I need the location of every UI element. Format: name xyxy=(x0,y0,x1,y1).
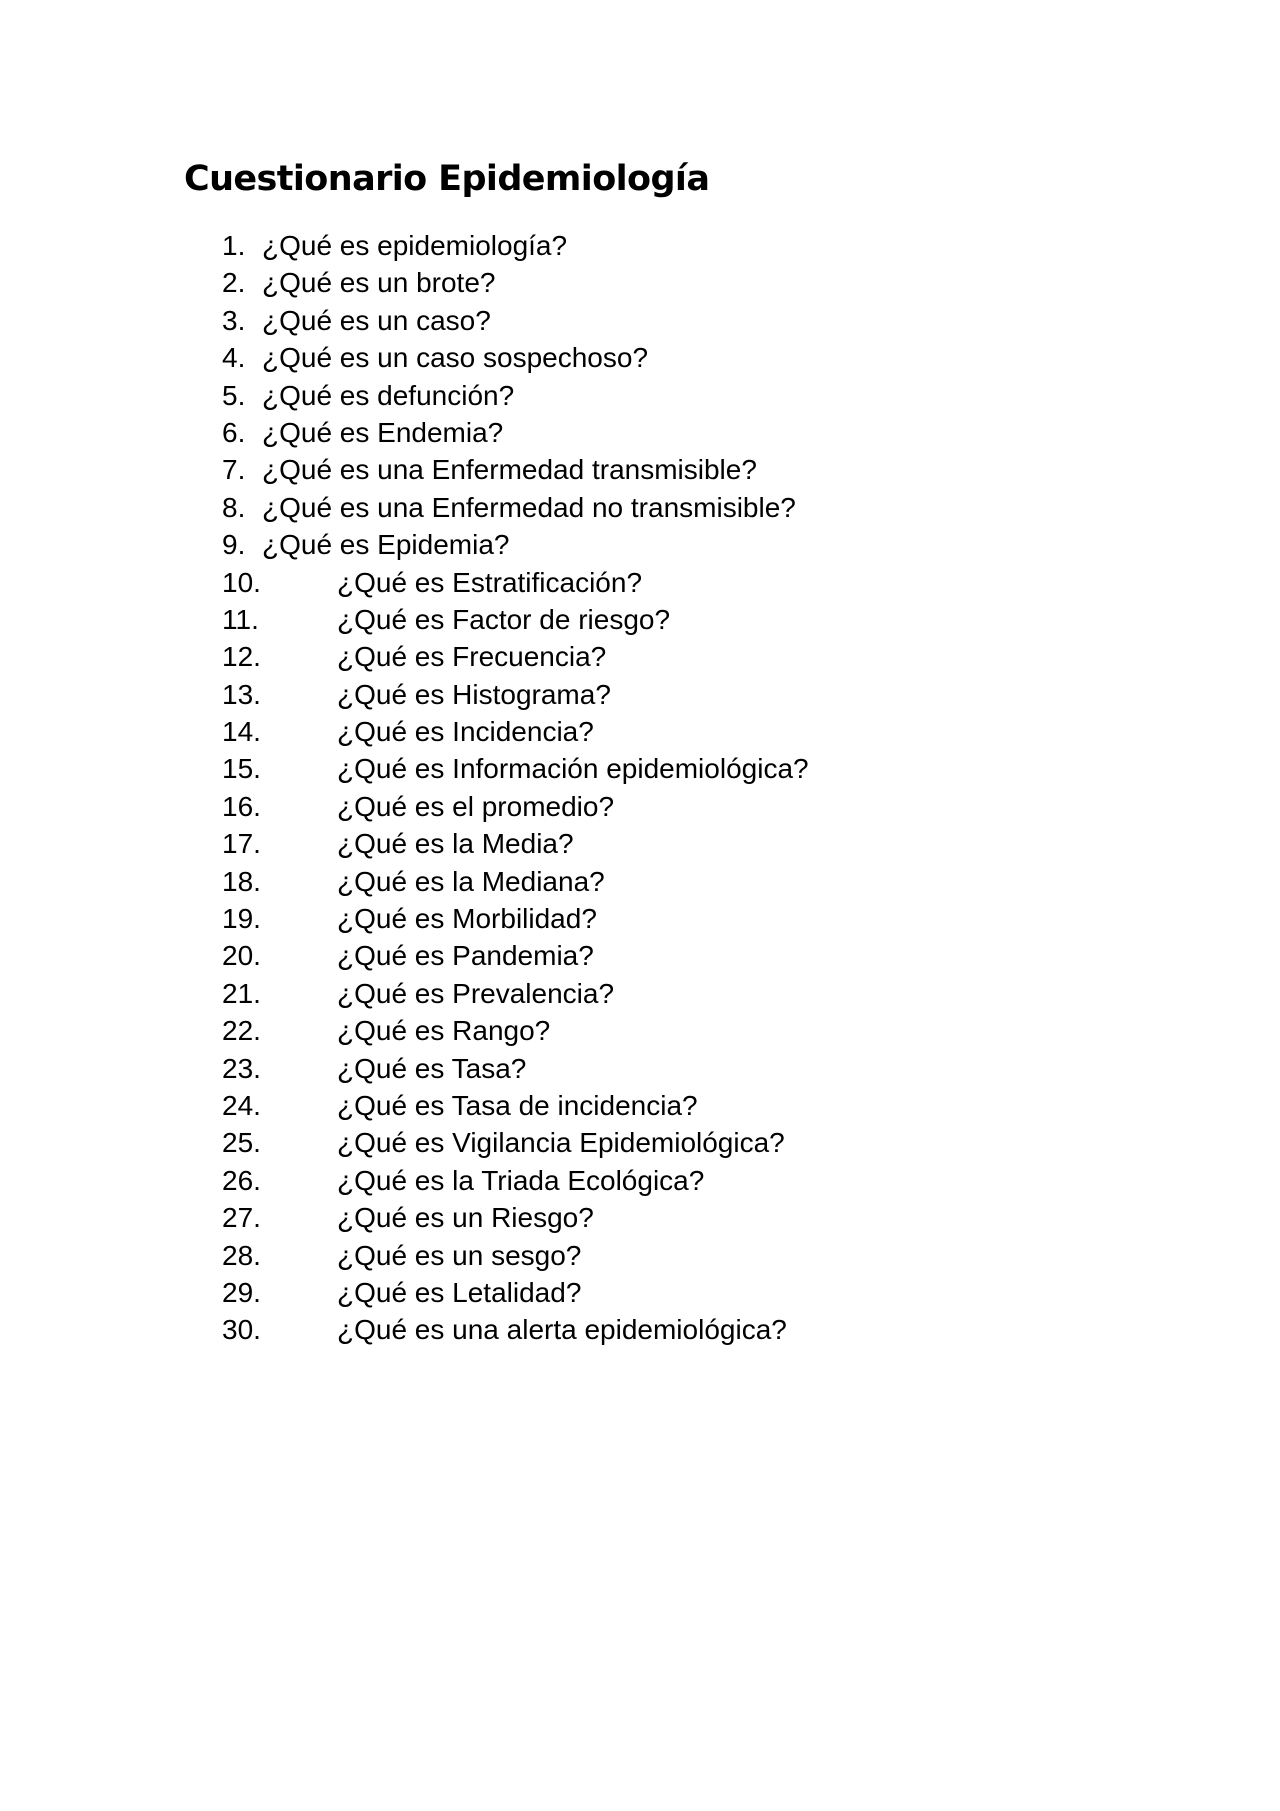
question-number: 27. xyxy=(222,1202,261,1234)
question-number: 14. xyxy=(222,716,261,748)
question-text: ¿Qué es Prevalencia? xyxy=(337,977,615,1009)
question-text: ¿Qué es Epidemia? xyxy=(262,529,510,561)
question-item xyxy=(0,377,1280,414)
question-number: 6. xyxy=(222,416,246,448)
question-number: 16. xyxy=(222,790,261,822)
question-number: 23. xyxy=(222,1052,261,1084)
question-number: 18. xyxy=(222,865,261,897)
question-text: ¿Qué es Rango? xyxy=(337,1015,551,1047)
question-item xyxy=(0,1311,1280,1348)
question-item xyxy=(0,339,1280,376)
question-number: 8. xyxy=(222,491,246,523)
question-text: ¿Qué es Morbilidad? xyxy=(337,903,597,935)
question-text: ¿Qué es un brote? xyxy=(262,267,496,299)
question-number: 15. xyxy=(222,753,261,785)
question-item xyxy=(0,1012,1280,1049)
question-number: 30. xyxy=(222,1314,261,1346)
document-title: Cuestionario Epidemiología xyxy=(184,159,710,199)
question-text: ¿Qué es una Enfermedad transmisible? xyxy=(262,454,757,486)
question-number: 20. xyxy=(222,940,261,972)
question-item xyxy=(0,526,1280,563)
question-number: 10. xyxy=(222,566,261,598)
question-item xyxy=(0,1274,1280,1311)
question-text: ¿Qué es Tasa? xyxy=(337,1052,527,1084)
question-text: ¿Qué es el promedio? xyxy=(337,790,615,822)
question-text: ¿Qué es Letalidad? xyxy=(337,1276,582,1308)
question-text: ¿Qué es Incidencia? xyxy=(337,716,594,748)
question-number: 28. xyxy=(222,1239,261,1271)
question-item xyxy=(0,975,1280,1012)
question-number: 5. xyxy=(222,379,246,411)
question-text: ¿Qué es la Triada Ecológica? xyxy=(337,1164,705,1196)
question-text: ¿Qué es Endemia? xyxy=(262,416,504,448)
question-text: ¿Qué es un caso sospechoso? xyxy=(262,342,649,374)
question-text: ¿Qué es Pandemia? xyxy=(337,940,594,972)
question-number: 22. xyxy=(222,1015,261,1047)
question-text: ¿Qué es Histograma? xyxy=(337,678,611,710)
question-item xyxy=(0,1199,1280,1236)
question-number: 26. xyxy=(222,1164,261,1196)
question-text: ¿Qué es la Mediana? xyxy=(337,865,605,897)
question-item xyxy=(0,1087,1280,1124)
question-text: ¿Qué es Vigilancia Epidemiológica? xyxy=(337,1127,785,1159)
question-text: ¿Qué es Tasa de incidencia? xyxy=(337,1089,698,1121)
question-text: ¿Qué es un caso? xyxy=(262,304,491,336)
question-item xyxy=(0,863,1280,900)
question-item xyxy=(0,676,1280,713)
question-list xyxy=(0,227,1280,1349)
question-item xyxy=(0,1050,1280,1087)
question-text: ¿Qué es Factor de riesgo? xyxy=(337,603,671,635)
question-item xyxy=(0,302,1280,339)
question-number: 25. xyxy=(222,1127,261,1159)
question-text: ¿Qué es un sesgo? xyxy=(337,1239,582,1271)
question-item xyxy=(0,750,1280,787)
question-number: 9. xyxy=(222,529,246,561)
question-number: 17. xyxy=(222,828,261,860)
question-text: ¿Qué es defunción? xyxy=(262,379,515,411)
question-text: ¿Qué es Información epidemiológica? xyxy=(337,753,809,785)
question-item xyxy=(0,489,1280,526)
question-text: ¿Qué es una alerta epidemiológica? xyxy=(337,1314,787,1346)
question-item xyxy=(0,1237,1280,1274)
question-item xyxy=(0,900,1280,937)
question-item xyxy=(0,937,1280,974)
question-item xyxy=(0,1162,1280,1199)
question-number: 7. xyxy=(222,454,246,486)
question-number: 19. xyxy=(222,903,261,935)
question-number: 4. xyxy=(222,342,246,374)
question-number: 2. xyxy=(222,267,246,299)
question-text: ¿Qué es una Enfermedad no transmisible? xyxy=(262,491,796,523)
question-number: 12. xyxy=(222,641,261,673)
question-item xyxy=(0,1124,1280,1161)
question-text: ¿Qué es un Riesgo? xyxy=(337,1202,594,1234)
question-item xyxy=(0,825,1280,862)
question-number: 24. xyxy=(222,1089,261,1121)
question-item xyxy=(0,713,1280,750)
question-number: 1. xyxy=(222,230,246,261)
question-number: 21. xyxy=(222,977,261,1009)
question-number: 29. xyxy=(222,1276,261,1308)
question-item xyxy=(0,564,1280,601)
question-item xyxy=(0,227,1280,264)
question-item xyxy=(0,638,1280,675)
question-item xyxy=(0,788,1280,825)
question-item xyxy=(0,414,1280,451)
question-item xyxy=(0,264,1280,301)
question-text: ¿Qué es Estratificación? xyxy=(337,566,643,598)
question-number: 13. xyxy=(222,678,261,710)
question-text: ¿Qué es epidemiología? xyxy=(262,230,568,261)
question-text: ¿Qué es Frecuencia? xyxy=(337,641,607,673)
question-number: 3. xyxy=(222,304,246,336)
question-item xyxy=(0,451,1280,488)
question-number: 11. xyxy=(222,603,259,635)
question-item xyxy=(0,601,1280,638)
question-text: ¿Qué es la Media? xyxy=(337,828,574,860)
